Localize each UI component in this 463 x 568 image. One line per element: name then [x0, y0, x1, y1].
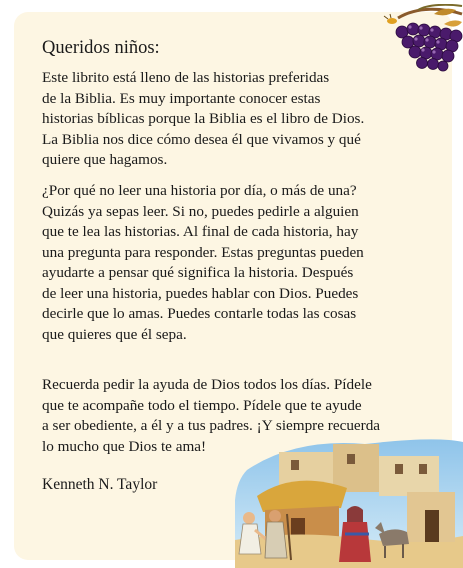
text-line: historias bíblicas porque la Biblia es el libro de Dios. — [42, 110, 365, 127]
text-line: Recuerda pedir la ayuda de Dios todos los días. Pídele — [42, 376, 372, 393]
paragraph-1 — [42, 68, 364, 171]
text-line: que te lea las historias. Al final de cada historia, hay — [42, 223, 359, 240]
text-line: una pregunta para responder. Estas preguntas pueden — [42, 243, 364, 261]
village-scene-icon — [235, 430, 463, 568]
grapes-icon — [358, 4, 463, 76]
text-line: de la Biblia. Es muy importante conocer estas — [42, 89, 321, 107]
text-line: Quizás ya sepas leer. Si no, puedes pedirle a alguien — [42, 202, 359, 220]
text-line: que te acompañe todo el tiempo. Pídele que te ayude — [42, 396, 362, 414]
paragraph-2 — [42, 181, 364, 345]
letter-greeting: Queridos niños: — [42, 38, 160, 58]
text-line: lo mucho que Dios te ama! — [42, 437, 207, 455]
text-line: que quieres que él sepa. — [42, 325, 187, 343]
text-line: decirle que lo amas. Puedes contarle todas las cosas — [42, 305, 357, 322]
text-line: a ser obediente, a él y a tus padres. ¡Y siempre recuerda — [42, 417, 381, 434]
text-line: quiere que hagamos. — [42, 151, 168, 168]
text-line: La Biblia nos dice cómo desea él que vivamos y qué — [42, 130, 361, 148]
text-line: Este librito está lleno de las historias preferidas — [42, 69, 330, 86]
text-line: de leer una historia, puedes hablar con Dios. Puedes — [42, 284, 359, 302]
signature: Kenneth N. Taylor — [42, 476, 158, 493]
text-line: ¿Por qué no leer una historia por día, o más de una? — [42, 182, 357, 199]
text-line: ayudarte a pensar qué significa la historia. Después — [42, 264, 354, 281]
